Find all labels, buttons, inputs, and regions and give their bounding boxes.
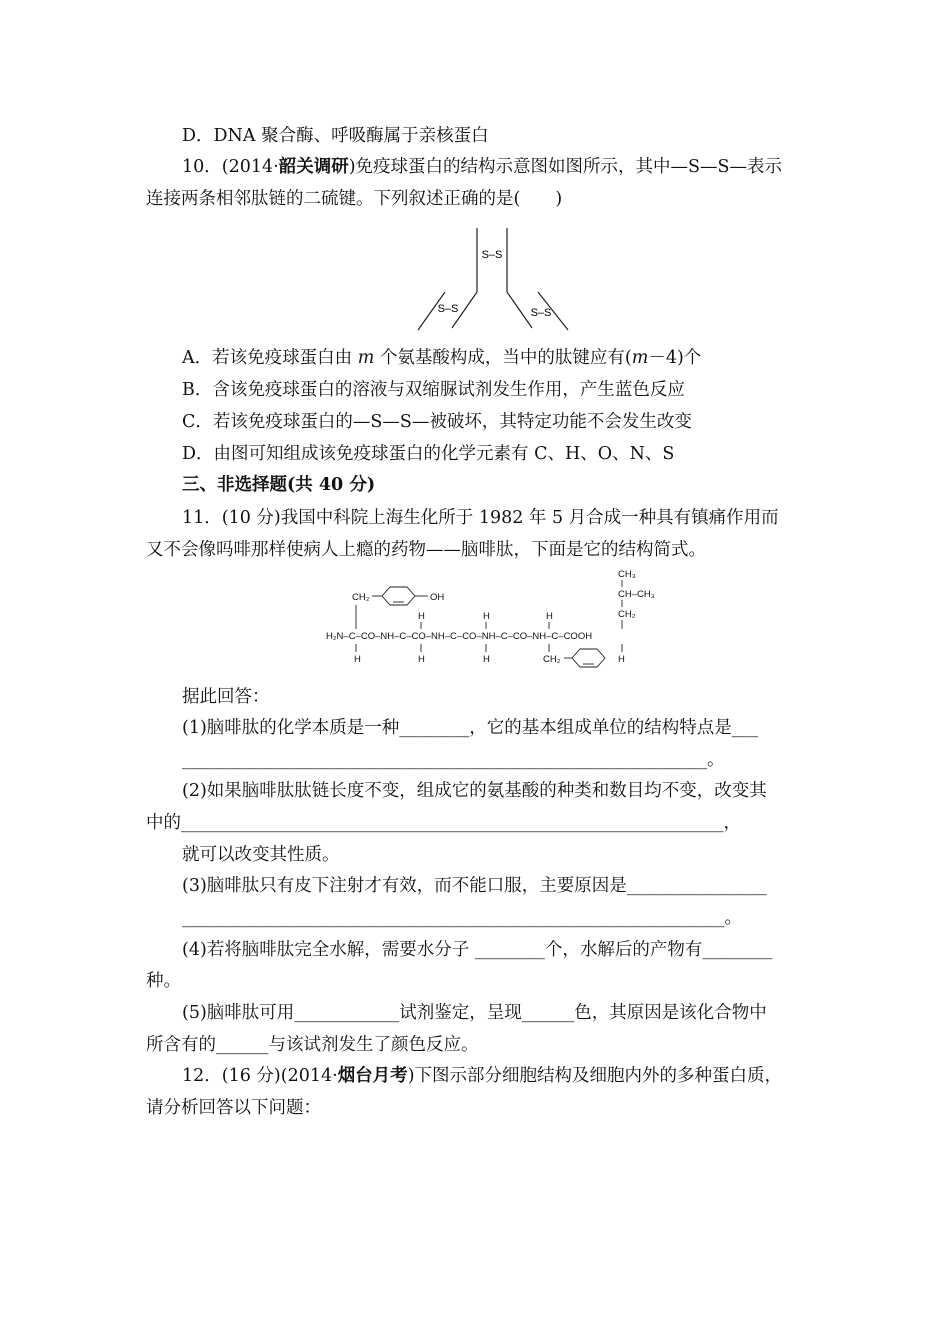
phe-ch2: CH₂	[543, 654, 561, 665]
section-3-heading: 三、非选择题(共 40 分)	[182, 475, 376, 495]
q12-number: 12．(16 分)(2014·	[182, 1066, 338, 1086]
q11-part1-line1: (1)脑啡肽的化学本质是一种________，它的基本组成单位的结构特点是___	[182, 718, 759, 738]
gly2-h-top: H	[483, 611, 490, 622]
heavy-chain-right-arm	[507, 292, 532, 328]
q12-stem-line1	[182, 1064, 842, 1088]
gly1-h-top: H	[418, 611, 425, 622]
immunoglobulin-figure	[410, 220, 580, 336]
q10-source: 韶关调研	[278, 157, 349, 177]
q11-part3-line1: (3)脑啡肽只有皮下注射才有效，而不能口服，主要原因是________________	[182, 876, 767, 896]
q11-part4-line1: (4)若将脑啡肽完全水解，需要水分子 ________个，水解后的产物有________	[182, 940, 773, 960]
gly1-h-bottom: H	[418, 654, 425, 665]
q10-stem-line1	[182, 155, 842, 179]
leu-h-bottom: H	[618, 654, 625, 665]
tyr-h-bottom: H	[354, 654, 361, 665]
peptide-main-chain: H₂N–C–CO–NH–C–CO–NH–C–CO–NH–C–CO–NH–C–COOH	[326, 631, 593, 642]
q10-option-b: B．含该免疫球蛋白的溶液与双缩脲试剂发生作用，产生蓝色反应	[182, 380, 685, 400]
disulfide-bond-left: S–S	[437, 303, 459, 315]
phe-h-top: H	[546, 611, 553, 622]
disulfide-bond-right: S–S	[530, 307, 552, 319]
leu-ch-ch3: CH–CH₃	[618, 589, 655, 600]
gly2-h-bottom: H	[483, 654, 490, 665]
q11-stem-line1: 11．(10 分)我国中科院上海生化所于 1982 年 5 月合成一种具有镇痛作用而	[182, 508, 779, 528]
disulfide-bond-top: S–S	[481, 249, 503, 261]
q11-part2-line1: (2)如果脑啡肽肽链长度不变，组成它的氨基酸的种类和数目均不变，改变其	[182, 781, 767, 801]
q11-part2-line3: 就可以改变其性质。	[182, 845, 340, 865]
q11-part5-line2: 所含有的______与该试剂发生了颜色反应。	[146, 1035, 479, 1055]
q12-stem-line2: 请分析回答以下问题：	[146, 1098, 321, 1118]
tyr-ch2: CH₂	[352, 592, 370, 603]
q12-source: 烟台月考	[337, 1066, 408, 1086]
q10-stem-text: )免疫球蛋白的结构示意图如图所示，其中—S—S—表示	[348, 157, 783, 177]
enkephalin-structure-figure	[318, 565, 674, 673]
q11-part2-answer-blank: 中的______________________________________________________________，	[146, 813, 741, 833]
q11-intro: 据此回答：	[182, 687, 270, 707]
q9-option-d: D．DNA 聚合酶、呼吸酶属于亲核蛋白	[182, 126, 489, 146]
leu-ch2: CH₂	[618, 609, 636, 620]
q10-stem-line2: 连接两条相邻肽链的二硫键。下列叙述正确的是( )	[146, 189, 563, 209]
q12-stem-text: )下图示部分细胞结构及细胞内外的多种蛋白质，	[407, 1066, 783, 1086]
leu-ch3: CH₃	[618, 569, 636, 580]
tyr-oh: OH	[430, 592, 445, 603]
q10-option-d: D．由图可知组成该免疫球蛋白的化学元素有 C、H、O、N、S	[182, 444, 675, 464]
q10-option-c: C．若该免疫球蛋白的—S—S—被破坏，其特定功能不会发生改变	[182, 412, 692, 432]
q11-part5-line1: (5)脑啡肽可用____________试剂鉴定，呈现______色，其原因是该化合物中	[182, 1003, 767, 1023]
q11-part1-answer-blank: ____________________________________________________________。	[182, 750, 725, 770]
q11-part4-line2: 种。	[146, 971, 181, 991]
q11-stem-line2: 又不会像吗啡那样使病人上瘾的药物——脑啡肽，下面是它的结构简式。	[146, 540, 706, 560]
q10-option-a: A．若该免疫球蛋白由 m 个氨基酸构成，当中的肽键应有(m－4)个	[182, 348, 702, 368]
q11-part3-answer-blank: ______________________________________________________________。	[182, 908, 742, 928]
q10-number: 10．(2014·	[182, 157, 279, 177]
